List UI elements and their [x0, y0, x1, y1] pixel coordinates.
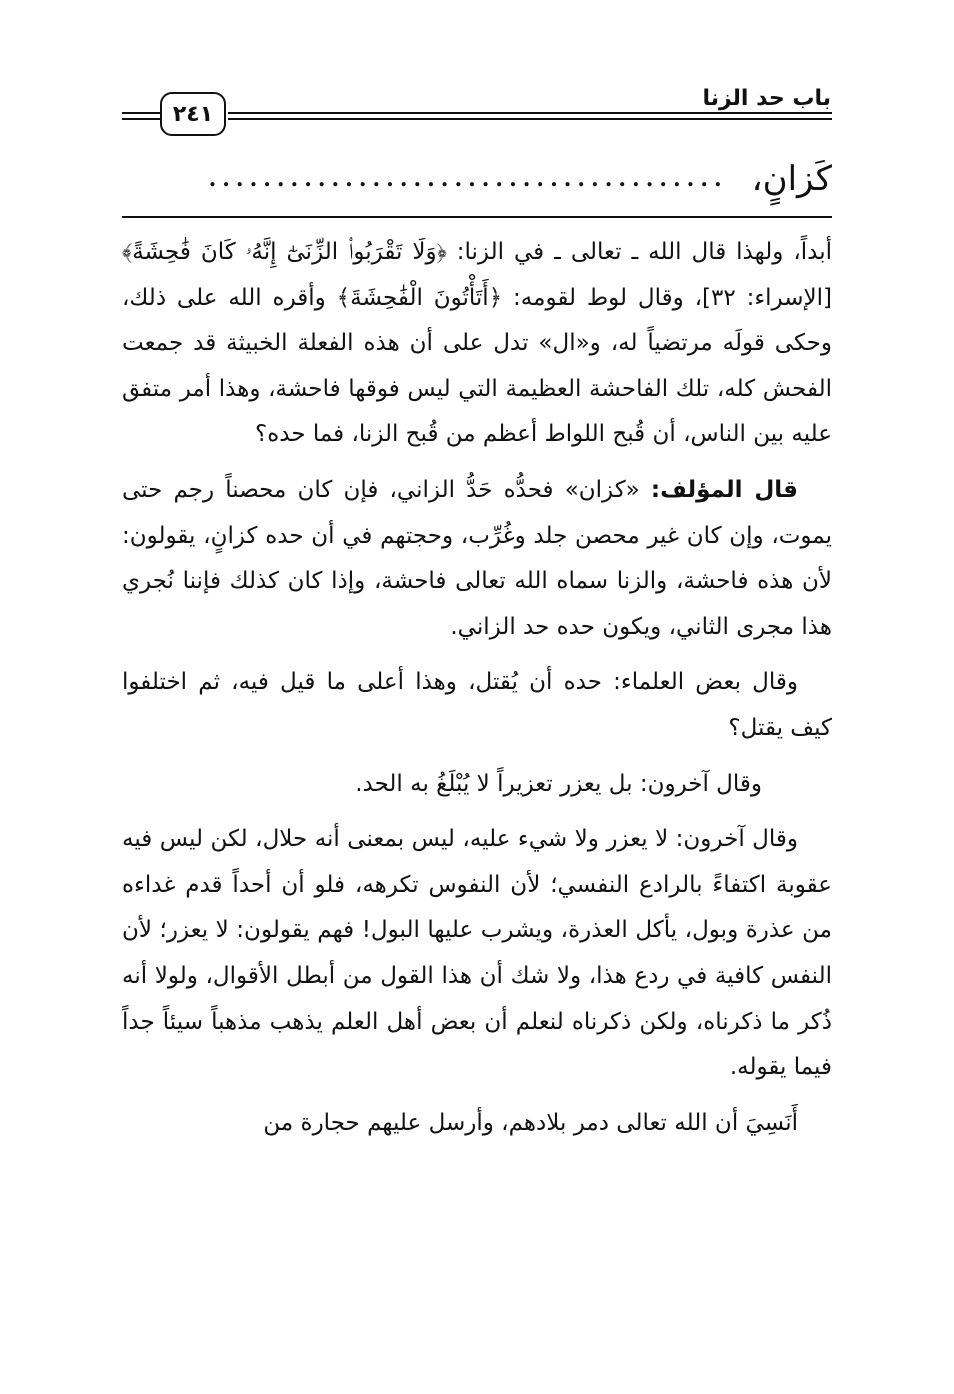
matn-separator: [122, 216, 832, 218]
paragraph-text: «كزان» فحدُّه حَدُّ الزاني، فإن كان محصناً رجم حتى يموت، وإن كان غير محصن جلد وغُرِّب، وحجتهم في أن حده كزانٍ، يقولون: لأن هذه فاحشة، والزنا سماه الله تعالى فاحشة، وإذا كان كذلك فإننا نُجري هذا مجرى الثاني، ويكون حده حد الزاني.: [122, 476, 832, 640]
matn-text: كَزانٍ،: [751, 159, 832, 199]
paragraph: أبداً، ولهذا قال الله ـ تعالى ـ في الزنا: ﴿وَلَا تَقْرَبُوا۟ الزِّنَىٰٓ إِنَّهُۥ كَانَ فَٰحِشَةً﴾ [الإسراء: ٣٢]، وقال لوط لقومه: ﴿أَتَأْتُونَ الْفَٰحِشَةَ﴾ وأقره الله على ذلك، وحكى قولَه مرتضياً له، و«ال» تدل على أن هذه الفعلة الخبيثة قد جمعت الفحش كله، تلك الفاحشة العظيمة التي ليس فوقها فاحشة، وهذا أمر متفق عليه بين الناس، أن قُبح اللواط أعظم من قُبح الزنا، فما حده؟: [122, 239, 832, 448]
header-rule: [228, 118, 832, 120]
header-rule: [122, 112, 160, 114]
paragraph: وقال بعض العلماء: حده أن يُقتل، وهذا أعلى ما قيل فيه، ثم اختلفوا كيف يقتل؟: [122, 669, 832, 741]
page-number: ٢٤١: [160, 92, 226, 136]
paragraph: أَنَسِيَ أن الله تعالى دمر بلادهم، وأرسل عليهم حجارة من: [263, 1109, 798, 1136]
author-label: قال المؤلف:: [650, 476, 798, 503]
header-rule: [122, 118, 160, 120]
paragraph: وقال آخرون: لا يعزر ولا شيء عليه، ليس بمعنى أنه حلال، لكن ليس فيه عقوبة اكتفاءً بالرادع النفسي؛ لأن النفوس تكرهه، فلو أن أحداً قدم غداءه من عذرة وبول، يأكل العذرة، ويشرب عليها البول! فهم يقولون: لا يعزر؛ لأن النفس كافية في ردع هذا، ولا شك أن هذا القول من أبطل الأقوال، ولولا أنه ذُكر ما ذكرناه، ولكن ذكرناه لنعلم أن بعض أهل العلم يذهب مذهباً سيئاً جداً فيما يقوله.: [122, 826, 832, 1081]
matn-dots: ......................................: [208, 166, 728, 192]
paragraph: وقال آخرون: بل يعزر تعزيراً لا يُبْلَغُ به الحد.: [355, 770, 762, 797]
header-rule: [228, 112, 832, 114]
chapter-title: باب حد الزنا: [702, 86, 831, 111]
matn-line: [122, 154, 832, 204]
paragraph: [122, 468, 832, 650]
commentary-body: [122, 230, 832, 1156]
